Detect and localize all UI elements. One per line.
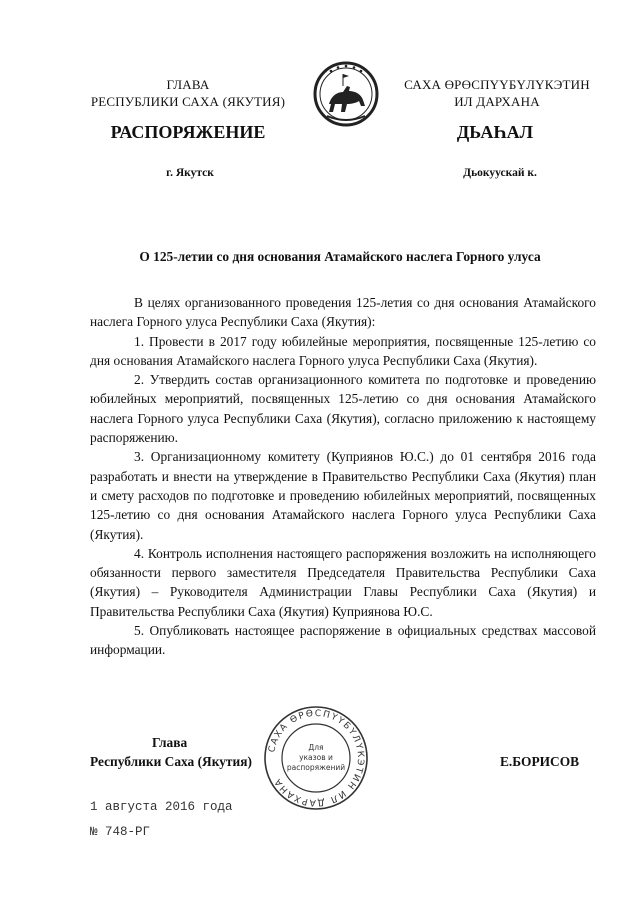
- seal-outer-text: САХА ӨРӨСПҮҮБҮЛҮКЭТИН ИЛ ДАРХАНА: [267, 708, 366, 808]
- document-number: № 748-РГ: [90, 825, 151, 839]
- body-item-2: 2. Утвердить состав организационного комитета по подготовке и проведению юбилейных мероприятий, посвященных 125-летию со дня основания Атамайского наслега Горного улуса Республики Саха (Якутия), согласно приложению к настоящему распоряжению.: [90, 372, 596, 446]
- issuer-left-line1: ГЛАВА: [166, 77, 210, 92]
- doc-type-sakha: ДЬАҺАЛ: [456, 122, 534, 142]
- body-item-3: 3. Организационному комитету (Куприянов Ю.С.) до 01 сентября 2016 года разработать и внести на утверждение в Правительство Республики Саха (Якутия) план и смету расходов по подготовке и проведению юбилейных мероприятий, посвященных 125-летию со дня основания Атамайского наслега Горного улуса Республики Саха (Якутия).: [90, 449, 596, 542]
- issuer-left-line2: РЕСПУБЛИКИ САХА (ЯКУТИЯ): [90, 94, 286, 109]
- signer-role-line2: Республики Саха (Якутия): [90, 754, 252, 769]
- document-title: О 125-летии со дня основания Атамайского наслега Горного улуса: [139, 249, 541, 264]
- seal-inner-line1: Для: [308, 743, 324, 752]
- doc-type-russian: РАСПОРЯЖЕНИЕ: [110, 122, 266, 142]
- issuer-right: [390, 76, 604, 110]
- signer-role-line1: Глава: [152, 735, 188, 750]
- issuer-right-line2: ИЛ ДАРХАНА: [454, 94, 540, 109]
- city-russian: г. Якутск: [166, 167, 214, 179]
- body-item-4: 4. Контроль исполнения настоящего распоряжения возложить на исполняющего обязанности первого заместителя Председателя Правительства Республики Саха (Якутия) – Руководителя Администрации Главы Республики Саха (Якутия) и Правительства Республики Саха (Якутия) Куприянова Ю.С.: [90, 545, 596, 619]
- city-sakha: Дьокуускай к.: [463, 167, 537, 179]
- body-item-5: 5. Опубликовать настоящее распоряжение в официальных средствах массовой информации.: [90, 623, 596, 658]
- issuer-left: [70, 76, 306, 110]
- official-seal-icon: [262, 704, 370, 812]
- document-body: [90, 293, 596, 660]
- seal-inner-line3: распоряжений: [286, 763, 346, 772]
- seal-inner-line2: указов и: [299, 753, 333, 762]
- sakha-emblem-icon: [313, 60, 379, 128]
- signer-name: Е.БОРИСОВ: [500, 754, 580, 769]
- document-date: 1 августа 2016 года: [90, 800, 233, 814]
- body-item-1: 1. Провести в 2017 году юбилейные мероприятия, посвященные 125-летию со дня основания Атамайского наслега Горного улуса Республики Саха (Якутия).: [90, 333, 596, 368]
- issuer-right-line1: САХА ӨРӨСПҮҮБҮЛҮКЭТИН: [404, 77, 590, 92]
- body-intro: В целях организованного проведения 125-летия со дня основания Атамайского наслега Горного улуса Республики Саха (Якутия):: [90, 295, 596, 330]
